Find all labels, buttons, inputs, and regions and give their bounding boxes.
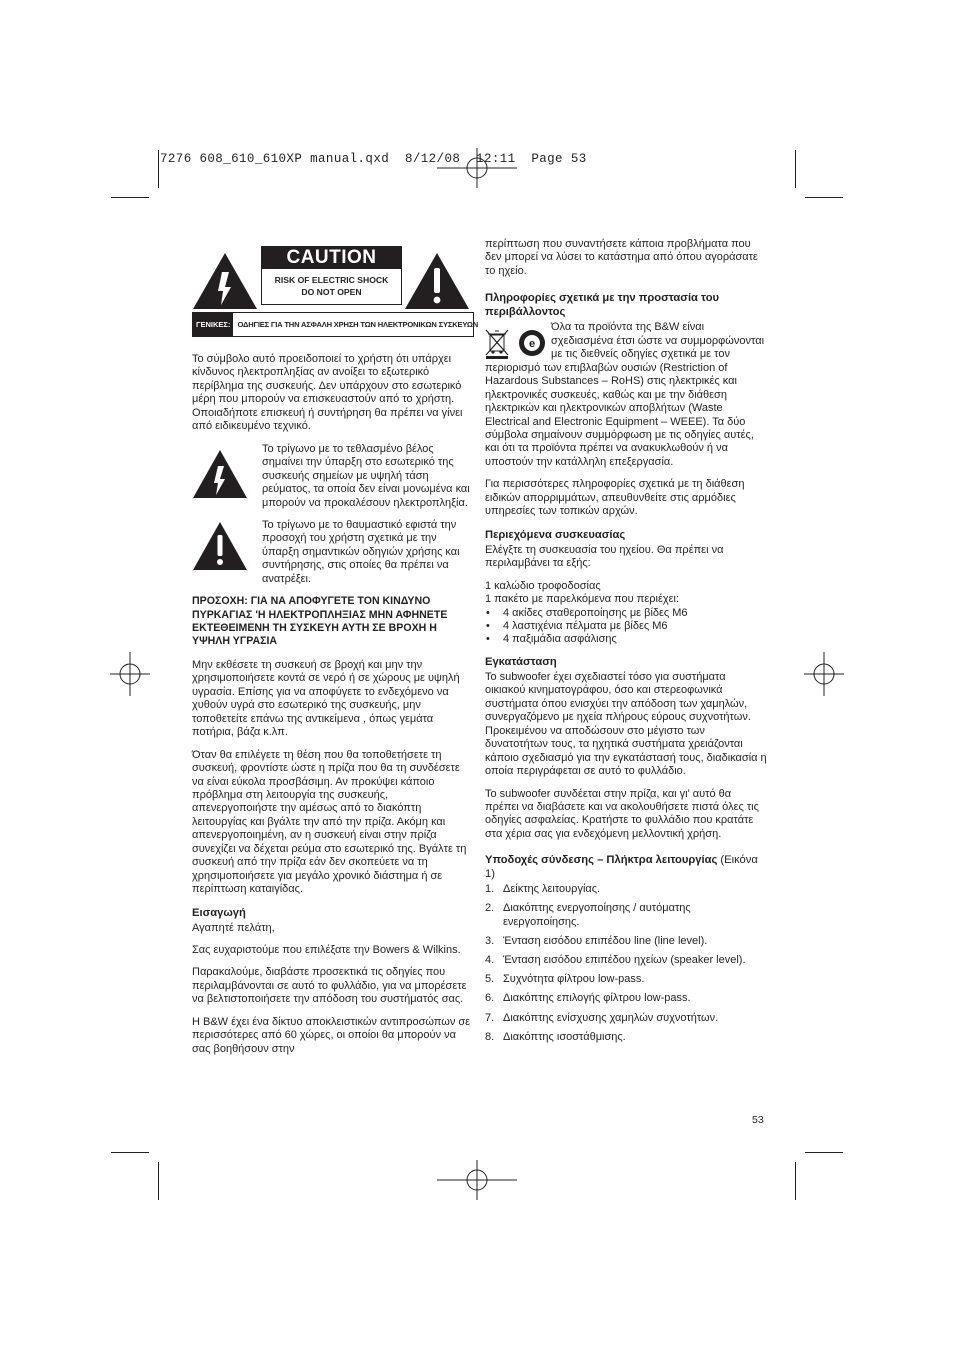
installation-paragraph-1: Το subwoofer έχει σχεδιαστεί τόσο για συστήματα οικιακού κινηματογράφου, όσο και στερεοφωνικά συστήματα όπου ενισχύει την απόδοση των χαμηλών, συνεργαζόμενο με ηχεία πλήρους εύρους συχνοτήτων. Προκειμένου να αποδώσουν στο μέγιστο των δυνατοτήτων τους, τα ηχητικά συστήματα χρειάζονται κάποιο σχεδιασμό για την εγκατάστασή τους, διαδικασία η οποία περιγράφεται σε αυτό το φυλλάδιο.	[485, 670, 767, 778]
caution-label	[192, 246, 479, 338]
general-label: ΓΕΝΙΚΕΣ:	[193, 313, 233, 336]
moisture-paragraph: Μην εκθέσετε τη συσκευή σε βροχή και μην την χρησιμοποιήσετε κοντά σε νερό ή σε χώρους με υψηλή υγρασία. Επίσης για να αποφύγετε το ενδεχόμενο να χυθούν υγρά στο εσωτερικό της συσκευής, μην τοποθετείτε επάνω της αντικείμενα , όπως γεμάτα ποτήρια, βάζα κ.λπ.	[192, 658, 460, 739]
registration-mark-icon	[437, 148, 517, 188]
accessory-list	[485, 607, 767, 647]
list-item: 2. Διακόπτης ενεργοποίησης / αυτόματης ενεργοποίησης.	[485, 902, 691, 928]
intro-greeting: Αγαπητέ πελάτη,	[192, 921, 275, 934]
distributors-continued: περίπτωση που συναντήσετε κάποια προβλήματα που δεν μπορεί να λύσει το κατάστημα από όπου αγοράσατε το ηχείο.	[485, 238, 758, 277]
rohs-compliance-icon	[517, 328, 547, 358]
exclamation-triangle-icon	[192, 521, 248, 571]
installation-heading: Εγκατάσταση	[485, 655, 557, 668]
package-item-power-cable: 1 καλώδιο τροφοδοσίας	[485, 579, 601, 592]
crop-mark	[158, 150, 159, 188]
connections-heading	[485, 853, 767, 881]
lightning-explanation-text: Το τρίγωνο με το τεθλασμένο βέλος σημαίνει την ύπαρξη στο εσωτερικό της συσκευής σημείων με υψηλή τάση ρεύματος, τα οποία δεν είναι μονωμένα και μπορούν να προκαλέσουν ηλεκτροπληξία.	[262, 442, 470, 509]
right-column	[485, 238, 767, 1050]
fire-shock-warning: ΠΡΟΣΟΧΗ: ΓΙΑ ΝΑ ΑΠΟΦΥΓΕΤΕ ΤΟΝ ΚΙΝΔΥΝΟ ΠΥΡΚΑΓΙΑΣ 'Η ΗΛΕΚΤΡΟΠΛΗΞΙΑΣ ΜΗΝ ΑΦΗΝΕΤΕ ΕΚΤΕΘΕΙΜΕΝΗ ΤΗ ΣΥΣΚΕΥΗ ΑΥΤΗ ΣΕ ΒΡΟΧΗ Η ΥΨΗΛΗ ΥΓΡΑΣΙΑ	[192, 595, 448, 648]
list-item: 6. Διακόπτης επιλογής φίλτρου low-pass.	[485, 992, 691, 1005]
list-item: • 4 ακίδες σταθεροποίησης με βίδες M6	[485, 607, 767, 620]
exclamation-explanation-text: Το τρίγωνο με το θαυμαστικό εφιστά την προσοχή του χρήστη σχετικά με την ύπαρξη σημαντικών οδηγιών χρήσης και συντήρησης, στις οποίες θα πρέπει να ανατρέξει.	[262, 518, 460, 585]
environment-symbols	[485, 321, 551, 359]
environment-heading: Πληροφορίες σχετικά με την προστασία του περιβάλλοντος	[485, 292, 720, 319]
crop-mark	[111, 1152, 149, 1153]
general-instructions-strip	[192, 312, 479, 337]
list-item: • 4 λαστιχένια πέλματα με βίδες M6	[485, 620, 767, 633]
lightning-explanation	[192, 443, 474, 510]
intro-thanks: Σας ευχαριστούμε που επιλέξατε την Bowers & Wilkins.	[192, 944, 461, 957]
exclamation-warning-icon	[404, 252, 470, 310]
package-contents-heading: Περιεχόμενα συσκευασίας	[485, 528, 626, 541]
shock-warning-paragraph: Το σύμβολο αυτό προειδοποιεί το χρήστη ότι υπάρχει κίνδυνος ηλεκτροπληξίας αν ανοίξει το εξωτερικό περίβλημα της συσκευής. Δεν υπάρχουν στο εσωτερικό μέρη που μπορούν να επισκευαστούν από το χρήστη. Οποιαδήποτε επισκευή ή συντήρηση θα πρέπει να γίνει από ειδικευμένο τεχνικό.	[192, 353, 463, 433]
lightning-warning-icon	[192, 252, 258, 310]
list-item: 8. Διακόπτης ισοστάθμισης.	[485, 1030, 626, 1043]
page-number: 53	[752, 1114, 764, 1126]
crop-mark	[158, 1162, 159, 1200]
intro-heading: Εισαγωγή	[192, 906, 246, 919]
svg-text:e: e	[528, 338, 536, 351]
printer-slug: 7276 608_610_610XP manual.qxd 8/12/08 12:11 Page 53	[160, 152, 587, 166]
left-column	[192, 246, 479, 1065]
intro-distributors: Η B&W έχει ένα δίκτυο αποκλειστικών αντιπροσώπων σε περισσότερες από 60 χώρες, οι οποίοι θα μπορούν να σας βοηθήσουν στην	[192, 1015, 471, 1055]
registration-mark-icon	[804, 652, 844, 696]
list-item: 5. Συχνότητα φίλτρου low-pass.	[485, 973, 645, 986]
environment-disposal-paragraph: Για περισσότερες πληροφορίες σχετικά με τη διάθεση ειδικών απορριμμάτων, απευθυνθείτε στις αρμόδιες υπηρεσίες των τοπικών αρχών.	[485, 478, 745, 518]
intro-read-instructions: Παρακαλούμε, διαβάστε προσεκτικά τις οδηγίες που περιλαμβάνονται σε αυτό το φυλλάδιο, για να μπορέσετε να βελτιστοποιήσετε την απόδοση του συστήματός σας.	[192, 966, 467, 1006]
list-item: 1. Δείκτης λειτουργίας.	[485, 883, 601, 896]
package-check-paragraph: Ελέγξτε τη συσκευασία του ηχείου. Θα πρέπει να περιλαμβάνει τα εξής:	[485, 543, 724, 570]
crop-mark	[111, 197, 149, 198]
caution-subtitle	[261, 269, 402, 305]
caution-line-1: RISK OF ELECTRIC SHOCK	[274, 274, 389, 285]
crossed-bin-icon	[485, 327, 511, 359]
list-item: 3. Ένταση εισόδου επιπέδου line (line level).	[485, 935, 708, 948]
general-instructions-text: ΟΔΗΓΙΕΣ ΓΙΑ ΤΗΝ ΑΣΦΑΛΗ ΧΡΗΣΗ ΤΩΝ ΗΛΕΚΤΡΟΝΙΚΩΝ ΣΥΣΚΕΥΩΝ	[237, 320, 479, 329]
crop-mark	[805, 1152, 843, 1153]
environment-paragraph: e Όλα τα προϊόντα της B&W είναι σχεδιασμένα έτσι ώστε να συμμορφώνονται με τις διεθνείς οδηγίες σχετικά με τον περιορισμό των επιβλαβών ουσιών (Restriction of Hazardous Substances – RoHS) στις ηλεκτρικές και ηλεκτρονικές συσκευές, καθώς και με την διάθεση ηλεκτρικών και ηλεκτρονικών αποβλήτων (Waste Electrical and Electronic Equipment – WEEE). Τα δύο σύμβολα σημαίνουν συμμόρφωση με τις οδηγίες αυτές, και ότι τα προϊόντα πρέπει να ανακυκλωθούν ή να υποστούν την κατάλληλη επεξεργασία.	[485, 321, 765, 468]
exclamation-explanation	[192, 519, 474, 586]
caution-line-2: DO NOT OPEN	[301, 286, 362, 297]
list-item: • 4 παξιμάδια ασφάλισης	[485, 633, 767, 646]
list-item: 7. Διακόπτης ενίσχυσης χαμηλών συχνοτήτων.	[485, 1011, 719, 1024]
crop-mark	[805, 197, 843, 198]
list-item: 4. Ένταση εισόδου επιπέδου ηχείων (speaker level).	[485, 954, 746, 967]
registration-mark-icon	[437, 1160, 517, 1200]
package-item-accessory-pack: 1 πακέτο με παρελκόμενα που περιέχει:	[485, 593, 680, 606]
connections-heading-text: Υποδοχές σύνδεσης – Πλήκτρα λειτουργίας	[485, 854, 718, 867]
placement-paragraph: Όταν θα επιλέγετε τη θέση που θα τοποθετήσετε τη συσκευή, φροντίστε ώστε η πρίζα που θα τη συνδέσετε να είναι εύκολα προσβάσιμη. Αν προκύψει κάποιο πρόβλημα στη λειτουργία της συσκευής, απενεργοποιήστε την αμέσως από το διακόπτη λειτουργίας και βγάλτε την από την πρίζα. Ακόμη και απενεργοποιημένη, αν η συσκευή είναι στην πρίζα συνεχίζει να δέχεται ρεύμα στο εσωτερικό της. Βγάλτε τη συσκευή από την πρίζα εάν δεν σκοπεύετε να τη χρησιμοποιήσετε για μεγάλο χρονικό διάστημα ή σε περίπτωση καταιγίδας.	[192, 748, 467, 896]
lightning-triangle-icon	[192, 449, 248, 499]
installation-paragraph-2: Το subwoofer συνδέεται στην πρίζα, και γι' αυτό θα πρέπει να διαβάσετε και να ακολουθήσετε πιστά όλες τις οδηγίες ασφαλείας. Κρατήστε το φυλλάδιο που κρατάτε στα χέρια σας για ενδεχόμενη μελλοντική χρήση.	[485, 787, 759, 840]
registration-mark-icon	[110, 652, 150, 696]
caution-title: CAUTION	[261, 246, 402, 269]
crop-mark	[795, 150, 796, 188]
crop-mark	[795, 1162, 796, 1200]
connections-heading-figure-ref: (Εικόνα 1)	[485, 854, 758, 881]
connections-list	[485, 883, 767, 1044]
